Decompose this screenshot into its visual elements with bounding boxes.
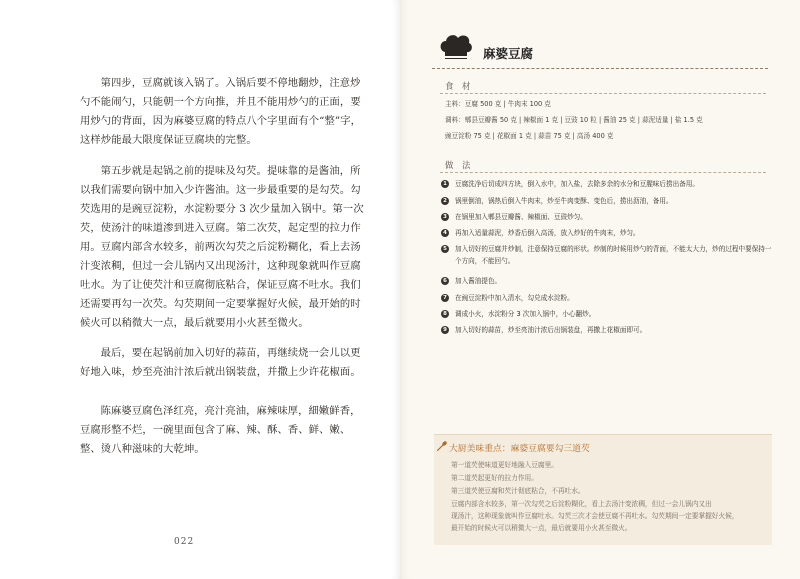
recipe-step bbox=[441, 308, 777, 320]
recipe-step bbox=[441, 195, 777, 207]
recipe-step bbox=[441, 324, 777, 336]
step-number-badge: 8 bbox=[441, 310, 449, 318]
ingredients-divider bbox=[440, 93, 766, 94]
recipe-step bbox=[441, 275, 777, 287]
step-text: 加入切好的豆腐并炒制，注意保持豆腐的形状。炒制的时候用炒勺的背面，不能太大力，炒的过程中要保持一个方向，不能回勺。 bbox=[455, 245, 772, 265]
method-divider bbox=[440, 172, 766, 173]
step-text: 再加入适量蒜泥，炒香后倒入高汤，放入炒好的牛肉末，炒匀。 bbox=[455, 229, 640, 237]
ingredients-heading: 食 材 bbox=[445, 81, 474, 91]
title-divider bbox=[432, 68, 768, 69]
step-text: 锅里倒油，锅热后倒入牛肉末，炒至牛肉变酥、变色后，捞出沥油，备用。 bbox=[455, 197, 673, 205]
chef-hat-icon bbox=[438, 32, 474, 64]
page-number: 022 bbox=[174, 537, 195, 547]
step-text: 加入酱油提色。 bbox=[455, 277, 502, 285]
step-text: 加入切好的蒜苗，炒至亮油汁浓后出锅装盘，再撒上花椒面即可。 bbox=[455, 326, 647, 334]
step-number-badge: 5 bbox=[441, 245, 449, 253]
tip-line: 第一道芡使味道更好地融入豆腐里。 bbox=[451, 461, 558, 469]
tip-line: 最开始的时候火可以稍微大一点，最后就要用小火甚至微火。 bbox=[451, 524, 632, 532]
recipe-step bbox=[441, 292, 777, 304]
tip-line: 现汤汁，这种现象就叫作豆腐吐水。勾芡三次才会使豆腐不再吐水。勾芡期间一定要掌握好火候， bbox=[451, 512, 739, 520]
recipe-step bbox=[441, 178, 777, 190]
ingredient-line-main: 主料：豆腐 500 克 | 牛肉末 100 克 bbox=[445, 100, 551, 108]
step-number-badge: 7 bbox=[441, 294, 449, 302]
step-text: 在豌豆淀粉中加入清水，勾兑成水淀粉。 bbox=[455, 294, 574, 302]
recipe-title: 麻婆豆腐 bbox=[483, 46, 534, 61]
step-number-badge: 3 bbox=[441, 213, 449, 221]
body-paragraph-summary: 陈麻婆豆腐色泽红亮，亮汁亮油，麻辣味厚，細嫩鲜香，豆腐形整不烂，一碗里面包含了麻、辣、酥、香、鲜、嫩、整、烫八种滋味的大乾坤。 bbox=[80, 405, 361, 455]
step-number-badge: 4 bbox=[441, 229, 449, 237]
step-number-badge: 1 bbox=[441, 180, 449, 188]
ingredient-line-extra: 豌豆淀粉 75 克 | 花椒面 1 克 | 蒜苗 75 克 | 高汤 400 克 bbox=[445, 132, 614, 140]
recipe-step bbox=[441, 227, 777, 239]
body-paragraph-step5: 第五步就是起锅之前的提味及勾芡。提味靠的是酱油，所以我们需要向锅中加入少许酱油。这一步最重要的是勾芡。勾芡选用的是豌豆淀粉，水淀粉要分 3 次少量加入锅中。第一次芡，使汤汁的味道渗到进入豆腐。第二次芡，起定型的拉力作用。豆腐内部含水较多，前两次勾芡之后淀粉糊化，看上去汤汁变浓稠，但过一会儿锅内又出现汤汁，这种现象就叫作豆腐吐水。为了让使芡汁和豆腐彻底粘合，保证豆腐不吐水。我们还需要再勾一次芡。勾芡期间一定要掌握好火候，最开始的时候火可以稍微大一点，最后就要用小火甚至微火。 bbox=[80, 165, 364, 329]
body-paragraph-final: 最后，要在起锅前加入切好的蒜苗，再继续烧一会儿以更好地入味，炒至亮油汁浓后就出锅装盘，并撒上少许花椒面。 bbox=[80, 347, 361, 378]
step-number-badge: 6 bbox=[441, 277, 449, 285]
step-text: 调成小火，水淀粉分 3 次加入锅中，小心翻炒。 bbox=[455, 310, 596, 318]
recipe-step bbox=[441, 243, 777, 267]
tip-line: 豆腐内部含水较多，第一次勾芡之后淀粉糊化，看上去汤汁变浓稠，但过一会儿锅内又出 bbox=[451, 500, 712, 508]
recipe-step bbox=[441, 211, 777, 223]
tip-title: 大厨美味重点：麻婆豆腐要勾三道芡 bbox=[449, 444, 590, 454]
spoon-icon bbox=[436, 440, 448, 452]
step-number-badge: 9 bbox=[441, 326, 449, 334]
body-paragraph-step4: 第四步，豆腐就该入锅了。入锅后要不停地翻炒，注意炒勺不能闹勺，只能朝一个方向推，并且不能用炒勺的正面，要用炒勺的背面，因为麻婆豆腐的特点八个字里面有个“整”字，这样炒能最大限度保证豆腐块的完整。 bbox=[80, 77, 362, 146]
method-heading: 做 法 bbox=[445, 160, 474, 170]
tip-line: 第二道芡起更好的拉力作用。 bbox=[451, 474, 538, 482]
step-text: 豆腐洗净后切成四方块，倒入水中，加入盐，去除多余的水分和豆腥味后捞出备用。 bbox=[455, 180, 699, 188]
tip-line: 第三道芡使豆腐和芡汁彻底粘合，不再吐水。 bbox=[451, 487, 585, 495]
step-number-badge: 2 bbox=[441, 197, 449, 205]
ingredient-line-seasoning: 调料：郫县豆瓣酱 50 克 | 辣椒面 1 克 | 豆豉 10 粒 | 酱油 25 克 | 蒜泥适量 | 盐 1.5 克 bbox=[445, 116, 703, 124]
step-text: 在锅里加入郫县豆瓣酱、辣椒面、豆豉炒匀。 bbox=[455, 213, 587, 221]
